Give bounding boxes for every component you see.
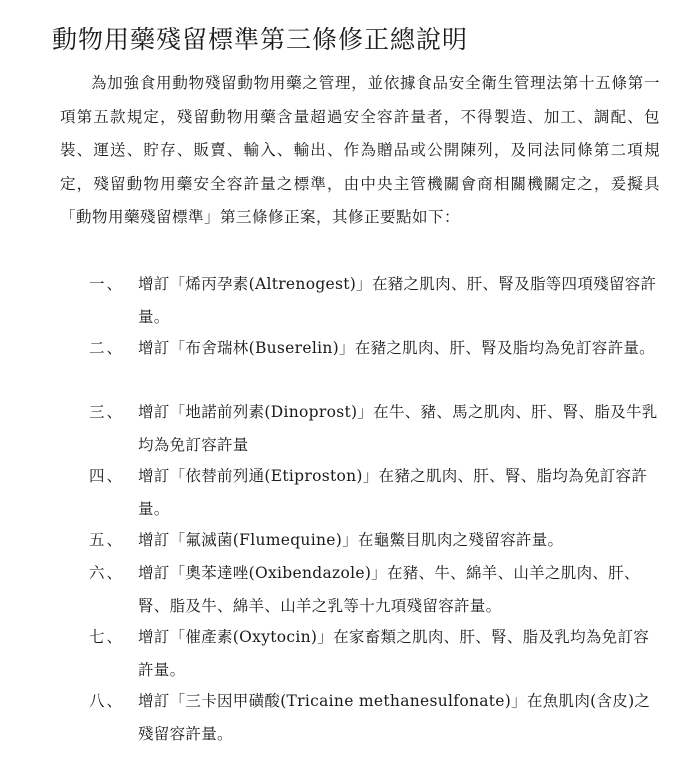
item-number: 二、 — [89, 339, 125, 357]
list-item — [0, 685, 700, 749]
list-item — [0, 396, 700, 460]
item-text: 增訂「依替前列通(Etiproston)」在豬之肌肉、肝、腎、脂均為免訂容許量。 — [138, 467, 648, 518]
item-text: 增訂「奧苯達唑(Oxibendazole)」在豬、牛、綿羊、山羊之肌肉、肝、腎、脂及牛、綿羊、山羊之乳等十九項殘留容許量。 — [138, 564, 640, 615]
item-text: 增訂「氟滅菌(Flumequine)」在龜鱉目肌肉之殘留容許量。 — [138, 531, 564, 549]
item-number: 八、 — [89, 692, 125, 710]
item-number: 六、 — [89, 564, 125, 582]
list-item — [0, 524, 700, 557]
document-title: 動物用藥殘留標準第三條修正總說明 — [52, 25, 469, 54]
item-text: 增訂「烯丙孕素(Altrenogest)」在豬之肌肉、肝、腎及脂等四項殘留容許量。 — [138, 275, 657, 326]
intro-paragraph: 為加強食用動物殘留動物用藥之管理，並依據食品安全衛生管理法第十五條第一項第五款規定，殘留動物用藥含量超過安全容許量者，不得製造、加工、調配、包裝、運送、貯存、販賣、輸入、輸出、作為贈品或公開陳列，及同法同條第二項規定，殘留動物用藥安全容許量之標準，由中央主管機關會商相關機關定之，爰擬具「動物用藥殘留標準」第三條修正案，其修正要點如下： — [60, 74, 660, 227]
list-item — [0, 557, 700, 621]
list-item — [0, 332, 700, 396]
list-item — [0, 460, 700, 524]
item-text: 增訂「布舍瑞林(Buserelin)」在豬之肌肉、肝、腎及脂均為免訂容許量。 — [138, 339, 655, 357]
item-number: 三、 — [89, 403, 125, 421]
item-text: 增訂「三卡因甲磺酸(Tricaine methanesulfonate)」在魚肌肉(含皮)之殘留容許量。 — [138, 692, 651, 743]
item-text: 增訂「地諾前列素(Dinoprost)」在牛、豬、馬之肌肉、肝、腎、脂及牛乳均為免訂容許量 — [138, 403, 658, 454]
item-number: 五、 — [89, 531, 125, 549]
item-number: 四、 — [89, 467, 125, 485]
list-item — [0, 268, 700, 332]
list-item — [0, 621, 700, 685]
amendment-list — [0, 268, 700, 749]
item-text: 增訂「催產素(Oxytocin)」在家畜類之肌肉、肝、腎、脂及乳均為免訂容許量。 — [138, 628, 650, 679]
item-number: 七、 — [89, 628, 125, 646]
item-number: 一、 — [89, 275, 125, 293]
